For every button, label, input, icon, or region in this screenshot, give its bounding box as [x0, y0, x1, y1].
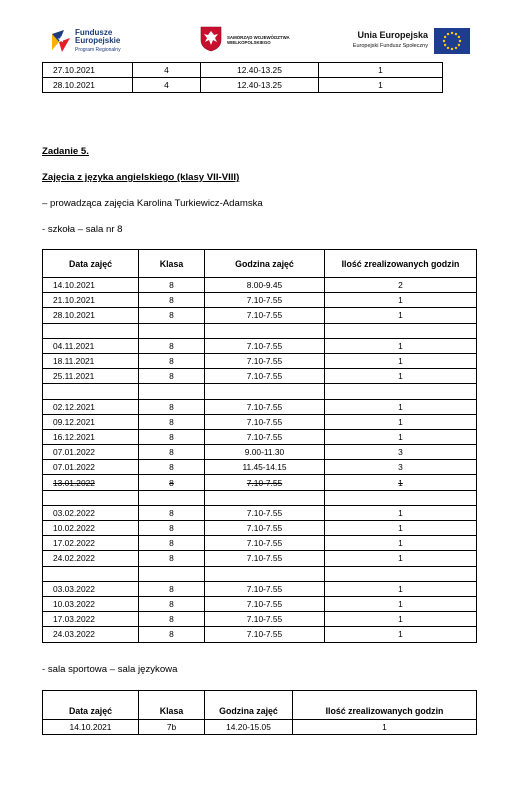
date-cell: 02.12.2021	[43, 399, 139, 414]
date-cell: 17.03.2022	[43, 612, 139, 627]
hours-cell: 1	[325, 627, 477, 642]
time-cell	[205, 384, 325, 399]
class-cell: 8	[139, 369, 205, 384]
date-cell: 24.02.2022	[43, 551, 139, 566]
schedule-table	[42, 249, 477, 643]
time-cell: 7.10-7.55	[205, 475, 325, 490]
date-cell: 13.01.2022	[43, 475, 139, 490]
date-cell: 17.02.2022	[43, 536, 139, 551]
class-cell: 8	[139, 627, 205, 642]
table-row	[43, 612, 477, 627]
date-cell: 07.01.2022	[43, 460, 139, 475]
table-row	[43, 369, 477, 384]
eu-flag-icon	[434, 28, 470, 54]
class-cell: 4	[133, 78, 201, 93]
previous-task-table	[42, 62, 443, 93]
hours-cell: 1	[325, 596, 477, 611]
table-row	[43, 353, 477, 368]
table-row	[43, 429, 477, 444]
time-cell: 7.10-7.55	[205, 399, 325, 414]
date-cell: 09.12.2021	[43, 414, 139, 429]
logo-header	[0, 22, 518, 62]
table-row	[43, 399, 477, 414]
class-cell	[139, 490, 205, 505]
date-cell: 03.02.2022	[43, 505, 139, 520]
time-cell: 7.10-7.55	[205, 505, 325, 520]
eagle-shield-icon	[200, 26, 222, 52]
date-cell: 28.10.2021	[43, 308, 139, 323]
table-header-row	[43, 250, 477, 278]
time-cell: 7.10-7.55	[205, 429, 325, 444]
table-row	[43, 414, 477, 429]
table-row	[43, 536, 477, 551]
time-cell: 7.10-7.55	[205, 536, 325, 551]
time-cell: 7.10-7.55	[205, 369, 325, 384]
fundusze-europejskie-logo	[50, 26, 140, 60]
time-cell: 7.10-7.55	[205, 596, 325, 611]
hours-cell	[325, 490, 477, 505]
table-row	[43, 551, 477, 566]
header-date: Data zajęć	[43, 250, 139, 278]
unia-europejska-logo	[336, 26, 472, 60]
hours-cell: 1	[319, 63, 443, 78]
header-time: Godzina zajęć	[205, 691, 293, 720]
class-cell: 8	[139, 293, 205, 308]
date-cell: 27.10.2021	[43, 63, 133, 78]
table-row	[43, 505, 477, 520]
class-cell: 8	[139, 338, 205, 353]
table-row	[43, 78, 443, 93]
class-cell: 8	[139, 308, 205, 323]
table-row	[43, 308, 477, 323]
header-time: Godzina zajęć	[205, 250, 325, 278]
hours-cell: 1	[325, 551, 477, 566]
class-cell: 8	[139, 521, 205, 536]
header-date: Data zajęć	[43, 691, 139, 720]
hours-cell: 1	[325, 369, 477, 384]
time-cell: 7.10-7.55	[205, 414, 325, 429]
task-subject: Zajęcia z języka angielskiego (klasy VII-VIII)	[42, 172, 240, 183]
class-cell: 8	[139, 414, 205, 429]
date-cell: 24.03.2022	[43, 627, 139, 642]
class-cell: 4	[133, 63, 201, 78]
room-label-school: - szkoła – sala nr 8	[42, 224, 123, 235]
class-cell	[139, 323, 205, 338]
class-cell: 7b	[139, 720, 205, 735]
table-row	[43, 596, 477, 611]
time-cell: 12.40-13.25	[201, 78, 319, 93]
hours-cell: 1	[325, 536, 477, 551]
hours-cell: 3	[325, 460, 477, 475]
hours-cell: 1	[325, 581, 477, 596]
table-row	[43, 445, 477, 460]
table-row	[43, 338, 477, 353]
date-cell: 14.10.2021	[43, 278, 139, 293]
time-cell: 7.10-7.55	[205, 581, 325, 596]
time-cell	[205, 490, 325, 505]
time-cell: 12.40-13.25	[201, 63, 319, 78]
header-hours: Ilość zrealizowanych godzin	[325, 250, 477, 278]
time-cell: 7.10-7.55	[205, 521, 325, 536]
hours-cell: 1	[325, 293, 477, 308]
hours-cell: 1	[325, 475, 477, 490]
table-row	[43, 627, 477, 642]
class-cell	[139, 384, 205, 399]
time-cell: 9.00-11.30	[205, 445, 325, 460]
hours-cell: 1	[325, 429, 477, 444]
class-cell: 8	[139, 353, 205, 368]
hours-cell: 1	[325, 338, 477, 353]
hours-cell: 1	[325, 612, 477, 627]
date-cell	[43, 384, 139, 399]
time-cell: 7.10-7.55	[205, 551, 325, 566]
class-cell: 8	[139, 445, 205, 460]
table-row	[43, 521, 477, 536]
task-title: Zadanie 5.	[42, 146, 89, 157]
schedule-table-body	[43, 278, 477, 643]
hours-cell	[325, 323, 477, 338]
date-cell: 03.03.2022	[43, 581, 139, 596]
class-cell: 8	[139, 581, 205, 596]
time-cell	[205, 566, 325, 581]
date-cell: 14.10.2021	[43, 720, 139, 735]
time-cell: 7.10-7.55	[205, 612, 325, 627]
table-row	[43, 278, 477, 293]
class-cell: 8	[139, 596, 205, 611]
date-cell: 10.02.2022	[43, 521, 139, 536]
class-cell	[139, 566, 205, 581]
table-row	[43, 384, 477, 399]
hours-cell: 3	[325, 445, 477, 460]
time-cell: 11.45-14.15	[205, 460, 325, 475]
hours-cell: 1	[325, 505, 477, 520]
date-cell: 10.03.2022	[43, 596, 139, 611]
time-cell	[205, 323, 325, 338]
class-cell: 8	[139, 429, 205, 444]
header-class: Klasa	[139, 250, 205, 278]
table-row	[43, 475, 477, 490]
fe-logo-subtitle: Program Regionalny	[75, 47, 121, 53]
table-row	[43, 293, 477, 308]
header-class: Klasa	[139, 691, 205, 720]
date-cell	[43, 323, 139, 338]
date-cell: 16.12.2021	[43, 429, 139, 444]
header-hours: Ilość zrealizowanych godzin	[293, 691, 477, 720]
hours-cell: 1	[325, 414, 477, 429]
class-cell: 8	[139, 612, 205, 627]
class-cell: 8	[139, 278, 205, 293]
wielkopolska-logo-text: SAMORZĄD WOJEWÓDZTWA WIELKOPOLSKIEGO	[227, 35, 290, 45]
date-cell	[43, 566, 139, 581]
table-row	[43, 460, 477, 475]
room-label-gym: - sala sportowa – sala językowa	[42, 664, 178, 675]
class-cell: 8	[139, 460, 205, 475]
teacher-line: – prowadząca zajęcia Karolina Turkiewicz-Adamska	[42, 198, 263, 209]
time-cell: 7.10-7.55	[205, 293, 325, 308]
class-cell: 8	[139, 536, 205, 551]
date-cell	[43, 490, 139, 505]
time-cell: 14.20-15.05	[205, 720, 293, 735]
table-row	[43, 720, 477, 735]
class-cell: 8	[139, 551, 205, 566]
class-cell: 8	[139, 475, 205, 490]
table-row	[43, 566, 477, 581]
gym-schedule-table	[42, 690, 477, 735]
date-cell: 25.11.2021	[43, 369, 139, 384]
hours-cell: 1	[325, 521, 477, 536]
table-row	[43, 63, 443, 78]
hours-cell: 2	[325, 278, 477, 293]
table-row	[43, 323, 477, 338]
hours-cell: 1	[319, 78, 443, 93]
hours-cell: 1	[325, 353, 477, 368]
wielkopolska-logo	[200, 26, 300, 56]
date-cell: 21.10.2021	[43, 293, 139, 308]
hours-cell: 1	[325, 308, 477, 323]
time-cell: 7.10-7.55	[205, 353, 325, 368]
date-cell: 28.10.2021	[43, 78, 133, 93]
table-row	[43, 490, 477, 505]
time-cell: 7.10-7.55	[205, 627, 325, 642]
hours-cell	[325, 384, 477, 399]
hours-cell: 1	[293, 720, 477, 735]
date-cell: 04.11.2021	[43, 338, 139, 353]
time-cell: 8.00-9.45	[205, 278, 325, 293]
hours-cell	[325, 566, 477, 581]
date-cell: 18.11.2021	[43, 353, 139, 368]
fe-star-icon	[50, 28, 72, 54]
ue-logo-subtitle: Europejski Fundusz Społeczny	[352, 43, 428, 49]
hours-cell: 1	[325, 399, 477, 414]
class-cell: 8	[139, 505, 205, 520]
table-row	[43, 581, 477, 596]
class-cell: 8	[139, 399, 205, 414]
ue-logo-title: Unia Europejska	[357, 30, 428, 40]
time-cell: 7.10-7.55	[205, 338, 325, 353]
date-cell: 07.01.2022	[43, 445, 139, 460]
fe-logo-text: Fundusze Europejskie	[75, 28, 121, 45]
time-cell: 7.10-7.55	[205, 308, 325, 323]
table-header-row	[43, 691, 477, 720]
